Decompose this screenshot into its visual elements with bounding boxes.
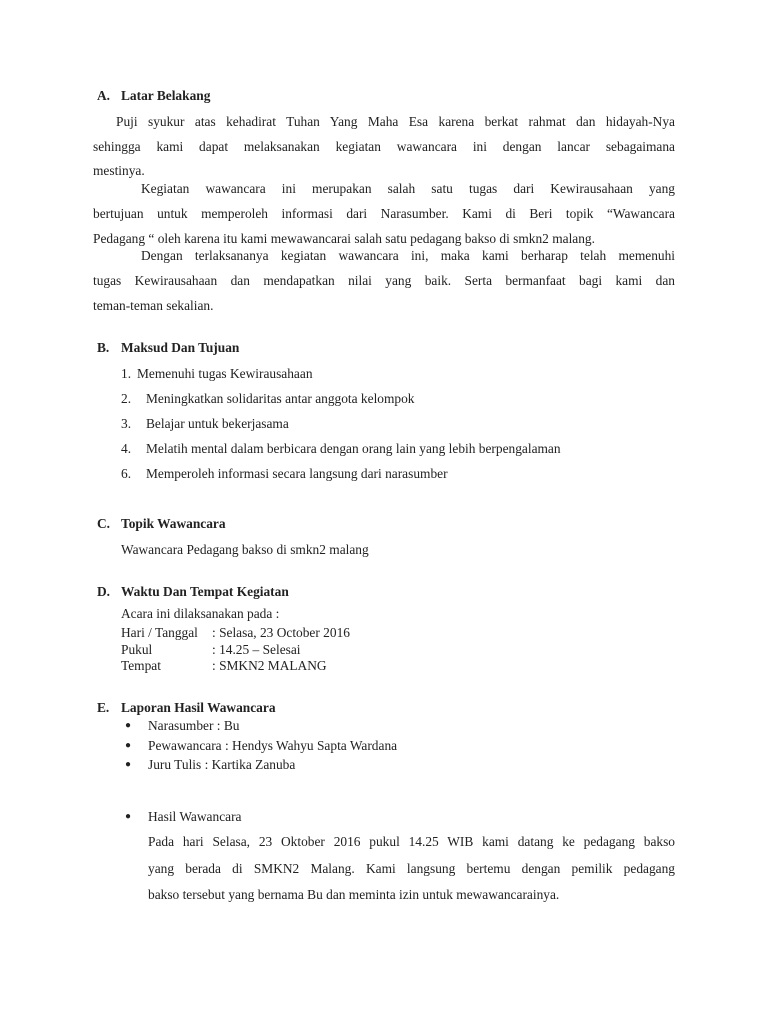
result-line: yang berada di SMKN2 Malang. Kami langsung bertemu dengan pemilik pedagang (148, 861, 675, 876)
list-item: Meningkatkan solidaritas antar anggota kelompok (146, 391, 415, 406)
section-a-p1-line: mestinya. (93, 163, 145, 178)
bullet-icon: ● (125, 759, 132, 770)
list-item: Juru Tulis : Kartika Zanuba (148, 757, 296, 772)
list-item: Pewawancara : Hendys Wahyu Sapta Wardana (148, 738, 398, 753)
schedule-value: : SMKN2 MALANG (212, 658, 327, 673)
section-a-p1-line: Puji syukur atas kehadirat Tuhan Yang Maha Esa karena berkat rahmat dan hidayah-Nya (116, 114, 675, 129)
section-c-letter: C. (97, 516, 111, 531)
section-c-heading: Topik Wawancara (121, 516, 226, 531)
list-item: Memperoleh informasi secara langsung dari narasumber (146, 466, 448, 481)
list-item-number: 1. (121, 366, 132, 381)
section-a-p3-line: teman-teman sekalian. (93, 298, 214, 313)
bullet-icon: ● (125, 740, 132, 751)
section-a-letter: A. (97, 88, 111, 103)
section-e-heading: Laporan Hasil Wawancara (121, 700, 276, 715)
section-d-heading: Waktu Dan Tempat Kegiatan (121, 584, 289, 599)
list-item: Narasumber : Bu (148, 718, 240, 733)
schedule-label: Hari / Tanggal (121, 625, 198, 640)
section-b-letter: B. (97, 340, 110, 355)
result-heading: Hasil Wawancara (148, 809, 242, 824)
section-a-p3-line: tugas Kewirausahaan dan mendapatkan nilai yang baik. Serta bermanfaat bagi kami dan (93, 273, 675, 288)
schedule-label: Tempat (121, 658, 161, 673)
bullet-icon: ● (125, 720, 132, 731)
result-line: Pada hari Selasa, 23 Oktober 2016 pukul 14.25 WIB kami datang ke pedagang bakso (148, 834, 675, 849)
section-a-p2-line: Kegiatan wawancara ini merupakan salah satu tugas dari Kewirausahaan yang (141, 181, 675, 196)
list-item-number: 6. (121, 466, 132, 481)
schedule-value: : Selasa, 23 October 2016 (212, 625, 350, 640)
result-line: bakso tersebut yang bernama Bu dan meminta izin untuk mewawancarainya. (148, 887, 560, 902)
list-item: Belajar untuk bekerjasama (146, 416, 289, 431)
section-a-p2-line: Pedagang “ oleh karena itu kami mewawancarai salah satu pedagang bakso di smkn2 malang. (93, 231, 595, 246)
section-e-letter: E. (97, 700, 110, 715)
schedule-intro: Acara ini dilaksanakan pada : (121, 606, 280, 621)
section-a-p3-line: Dengan terlaksananya kegiatan wawancara ini, maka kami berharap telah memenuhi (141, 248, 675, 263)
list-item-number: 3. (121, 416, 132, 431)
schedule-value: : 14.25 – Selesai (212, 642, 301, 657)
schedule-label: Pukul (121, 642, 153, 657)
list-item: Memenuhi tugas Kewirausahaan (137, 366, 313, 381)
section-a-heading: Latar Belakang (121, 88, 211, 103)
list-item-number: 2. (121, 391, 132, 406)
section-d-letter: D. (97, 584, 111, 599)
list-item-number: 4. (121, 441, 132, 456)
bullet-icon: ● (125, 811, 132, 822)
list-item: Melatih mental dalam berbicara dengan orang lain yang lebih berpengalaman (146, 441, 561, 456)
section-b-heading: Maksud Dan Tujuan (121, 340, 240, 355)
section-a-p2-line: bertujuan untuk memperoleh informasi dari Narasumber. Kami di Beri topik “Wawancara (93, 206, 675, 221)
topic-text: Wawancara Pedagang bakso di smkn2 malang (121, 542, 369, 557)
section-a-p1-line: sehingga kami dapat melaksanakan kegiatan wawancara ini dengan lancar sebagaimana (93, 139, 675, 154)
